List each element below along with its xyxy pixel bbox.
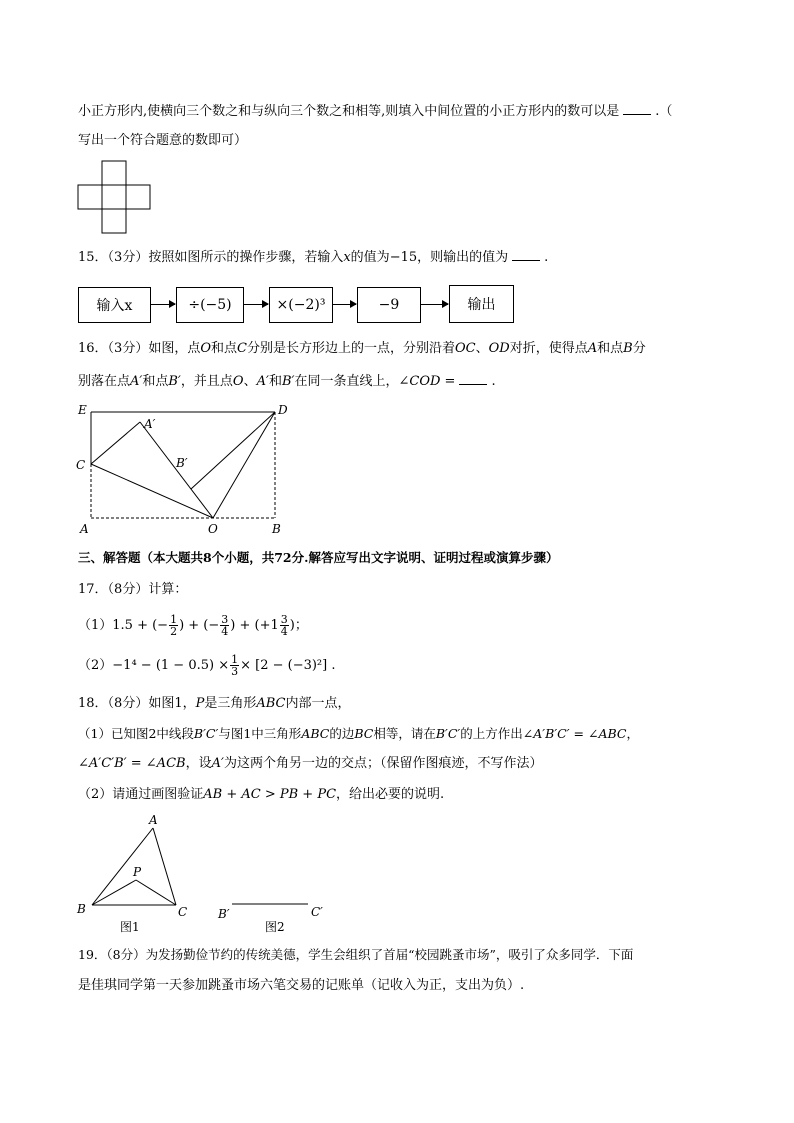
flow-box-multiply: ×(−2)³: [269, 287, 333, 323]
flow-arrow: [244, 304, 268, 305]
q19-line2: 是佳琪同学第一天参加跳蚤市场六笔交易的记账单（记收入为正，支出为负）.: [78, 978, 525, 993]
flow-box-divide: ÷(−5): [176, 287, 244, 323]
flow-arrow: [333, 304, 356, 305]
q16-line1: 16．（3分）如图，点O和点C分别是长方形边上的一点，分别沿着OC、OD对折，使得点A和点B分: [78, 341, 646, 356]
figure-1-caption: 图1: [120, 920, 140, 934]
label-A: A: [80, 522, 89, 536]
label-D: D: [278, 403, 288, 417]
fraction: $\frac{1}{2}$: [170, 613, 178, 638]
label-C-prime: C′: [311, 905, 323, 919]
flow-box-subtract: −9: [357, 287, 421, 323]
fraction: $\frac{1}{3}$: [231, 653, 239, 678]
rectangle-fold-figure: [70, 398, 300, 538]
label-B-prime: B′: [176, 456, 188, 470]
label-A: A: [149, 813, 158, 827]
label-B: B: [272, 522, 281, 536]
fraction: $\frac{3}{4}$: [221, 613, 229, 638]
q19-line1: 19．（8分）为发扬勤俭节约的传统美德，学生会组织了首届“校园跳蚤市场”，吸引了众多同学．下面: [78, 947, 634, 962]
answer-blank: [623, 102, 651, 115]
flow-box-input: 输入x: [78, 287, 151, 323]
label-C: C: [178, 905, 188, 919]
cross-grid-figure: [77, 160, 153, 236]
q17-title: 17．（8分）计算：: [78, 582, 188, 597]
q18-part2: （2）请通过画图验证AB + AC > PB + PC，给出必要的说明.: [78, 787, 445, 802]
answer-blank: [459, 372, 487, 385]
label-A-prime: A′: [144, 417, 156, 431]
q17-part1: （1）1.5 + (− $\frac{1}{2}$ ) + (− $\frac{3}{4}$ ) + (+1 $\frac{3}{4}$ )；: [78, 613, 308, 638]
q18-line1: 18．（8分）如图1，P是三角形ABC内部一点，: [78, 696, 351, 711]
q16-line2: 别落在点A′和点B′，并且点O、A′和B′在同一条直线上，∠COD = .: [78, 374, 496, 389]
fraction: $\frac{3}{4}$: [280, 613, 288, 638]
q18-part1-cont: ∠A′C′B′ = ∠ACB，设A′为这两个角另一边的交点；（保留作图痕迹，不写作法）: [78, 756, 543, 771]
label-E: E: [78, 403, 87, 417]
triangle-figures: [70, 810, 340, 938]
flow-arrow: [151, 304, 175, 305]
q17-part2: （2）−1⁴ − (1 − 0.5) × $\frac{1}{3}$ × [2 − (−3)²] .: [78, 653, 336, 678]
figure-2-caption: 图2: [265, 920, 285, 934]
answer-blank: [512, 248, 540, 261]
flow-box-output: 输出: [449, 285, 514, 323]
label-O: O: [208, 522, 218, 536]
flow-arrow: [421, 304, 448, 305]
q15-question: 15．（3分）按照如图所示的操作步骤，若输入x的值为−15，则输出的值为 .: [78, 250, 549, 265]
label-B-prime: B′: [218, 907, 230, 921]
q14-line2: 写出一个符合题意的数即可）: [78, 133, 248, 148]
label-P: P: [133, 865, 142, 879]
section-title: 三、解答题（本大题共8个小题，共72分.解答应写出文字说明、证明过程或演算步骤）: [78, 550, 559, 565]
q14-line1: 小正方形内,使横向三个数之和与纵向三个数之和相等,则填入中间位置的小正方形内的数可以是 .（: [78, 104, 673, 119]
label-C: C: [76, 458, 86, 472]
label-B: B: [77, 902, 86, 916]
q18-part1: （1）已知图2中线段B′C′与图1中三角形ABC的边BC相等，请在B′C′的上方作出∠A′B′C′ = ∠ABC，: [78, 726, 639, 741]
